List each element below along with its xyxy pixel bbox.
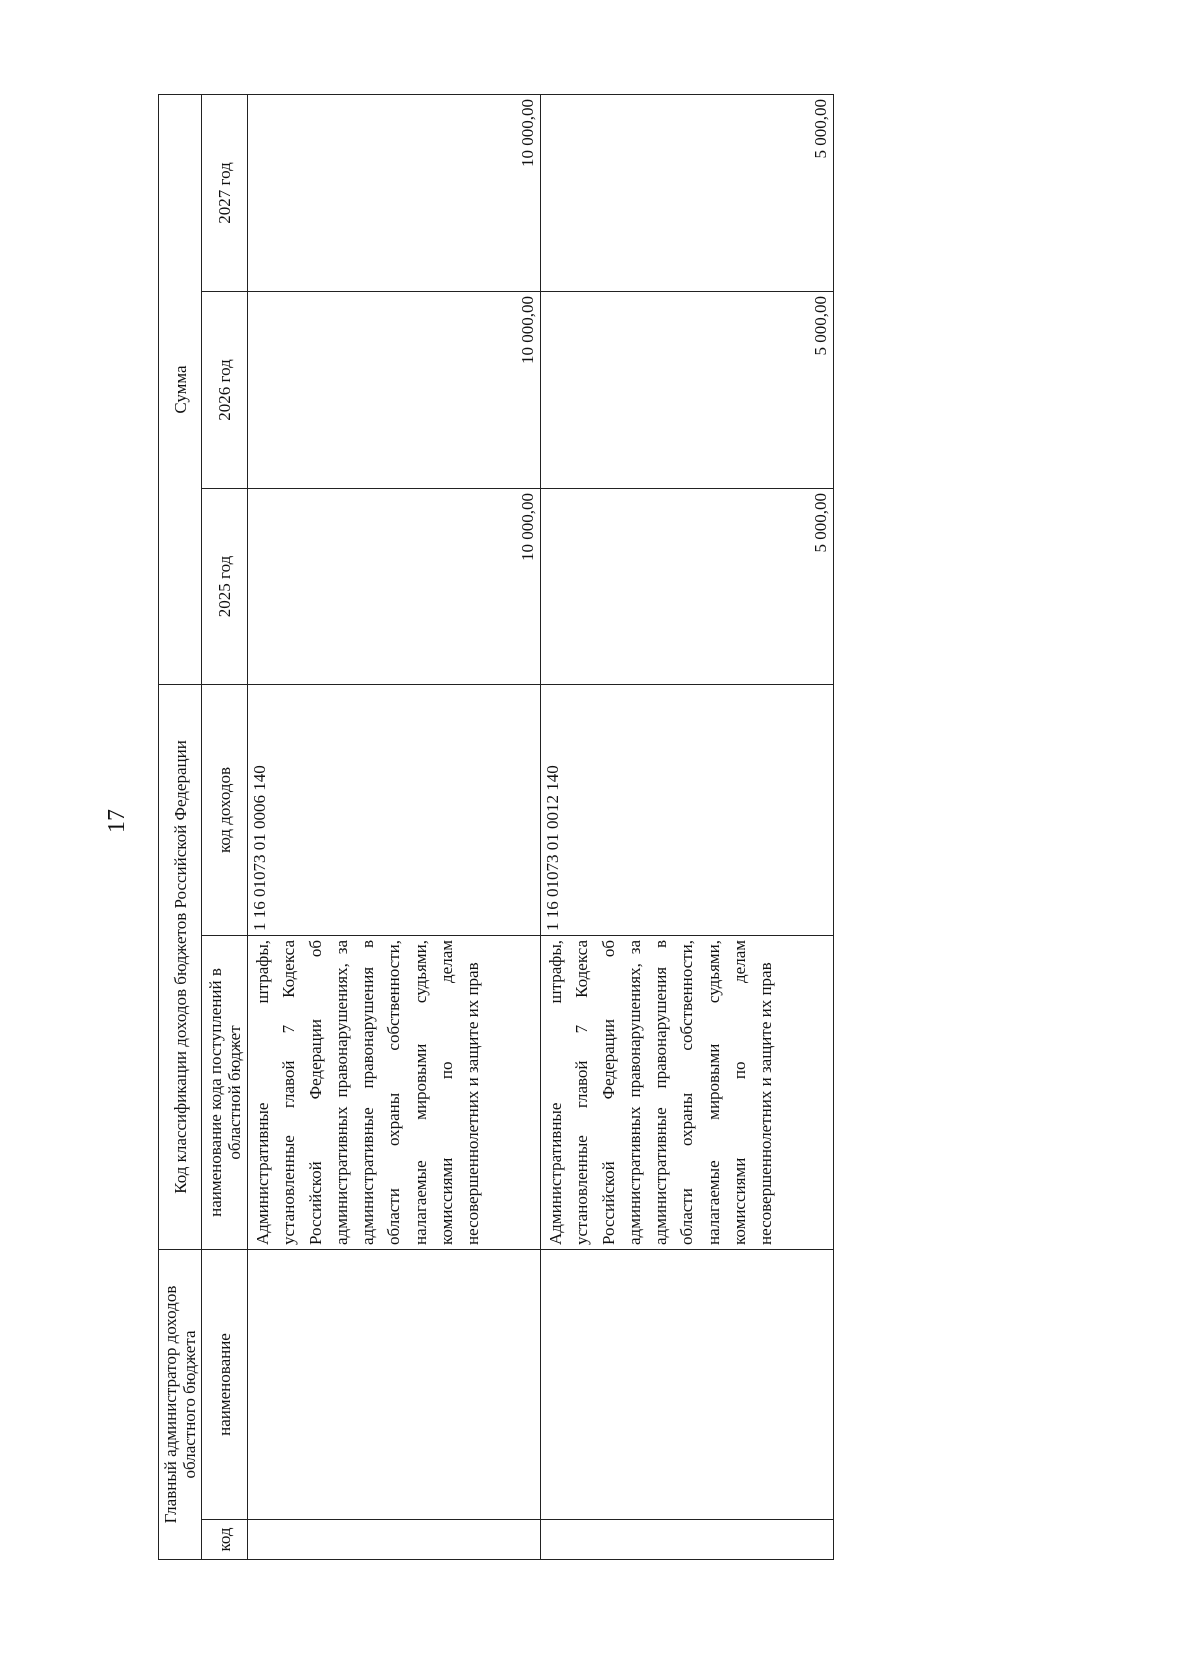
header-row-1 bbox=[159, 94, 202, 1559]
income-description-cell: Административные штрафы, установленные главой 7 Кодекса Российской Федерации об административных правонарушениях, за административные правонарушения в области охраны собственности, налагаемые мировыми судьями, комиссиями по делам несовершеннолетних и защите их прав bbox=[248, 936, 541, 1250]
admin-name-cell bbox=[248, 1250, 541, 1520]
page-number: 17 bbox=[104, 809, 130, 833]
year-2027-header: 2027 год bbox=[202, 94, 248, 291]
sum-2025-cell: 10 000,00 bbox=[248, 488, 541, 684]
income-code-header: код доходов bbox=[202, 684, 248, 935]
code-header: код bbox=[202, 1520, 248, 1560]
sum-2026-cell: 5 000,00 bbox=[541, 291, 834, 488]
rotated-table-wrapper bbox=[158, 95, 858, 1560]
table-row bbox=[248, 94, 541, 1559]
admin-group-header: Главный администратор доходов областного бюджета bbox=[159, 1250, 202, 1560]
header-row-2 bbox=[202, 94, 248, 1559]
year-2026-header: 2026 год bbox=[202, 291, 248, 488]
sum-group-header: Сумма bbox=[159, 94, 202, 684]
admin-code-cell bbox=[248, 1520, 541, 1560]
income-description-cell: Административные штрафы, установленные главой 7 Кодекса Российской Федерации об административных правонарушениях, за административные правонарушения в области охраны собственности, налагаемые мировыми судьями, комиссиями по делам несовершеннолетних и защите их прав bbox=[541, 936, 834, 1250]
table-row bbox=[541, 94, 834, 1559]
admin-name-cell bbox=[541, 1250, 834, 1520]
admin-code-cell bbox=[541, 1520, 834, 1560]
income-code-cell: 1 16 01073 01 0006 140 bbox=[248, 684, 541, 935]
classification-group-header: Код классификации доходов бюджетов Российской Федерации bbox=[159, 684, 202, 1249]
sum-2027-cell: 5 000,00 bbox=[541, 94, 834, 291]
sum-2025-cell: 5 000,00 bbox=[541, 488, 834, 684]
sum-2026-cell: 10 000,00 bbox=[248, 291, 541, 488]
name-header: наименование bbox=[202, 1250, 248, 1520]
sum-2027-cell: 10 000,00 bbox=[248, 94, 541, 291]
income-name-header: наименование кода поступлений в областной бюджет bbox=[202, 936, 248, 1250]
income-code-cell: 1 16 01073 01 0012 140 bbox=[541, 684, 834, 935]
year-2025-header: 2025 год bbox=[202, 488, 248, 684]
revenue-table bbox=[158, 94, 834, 1560]
